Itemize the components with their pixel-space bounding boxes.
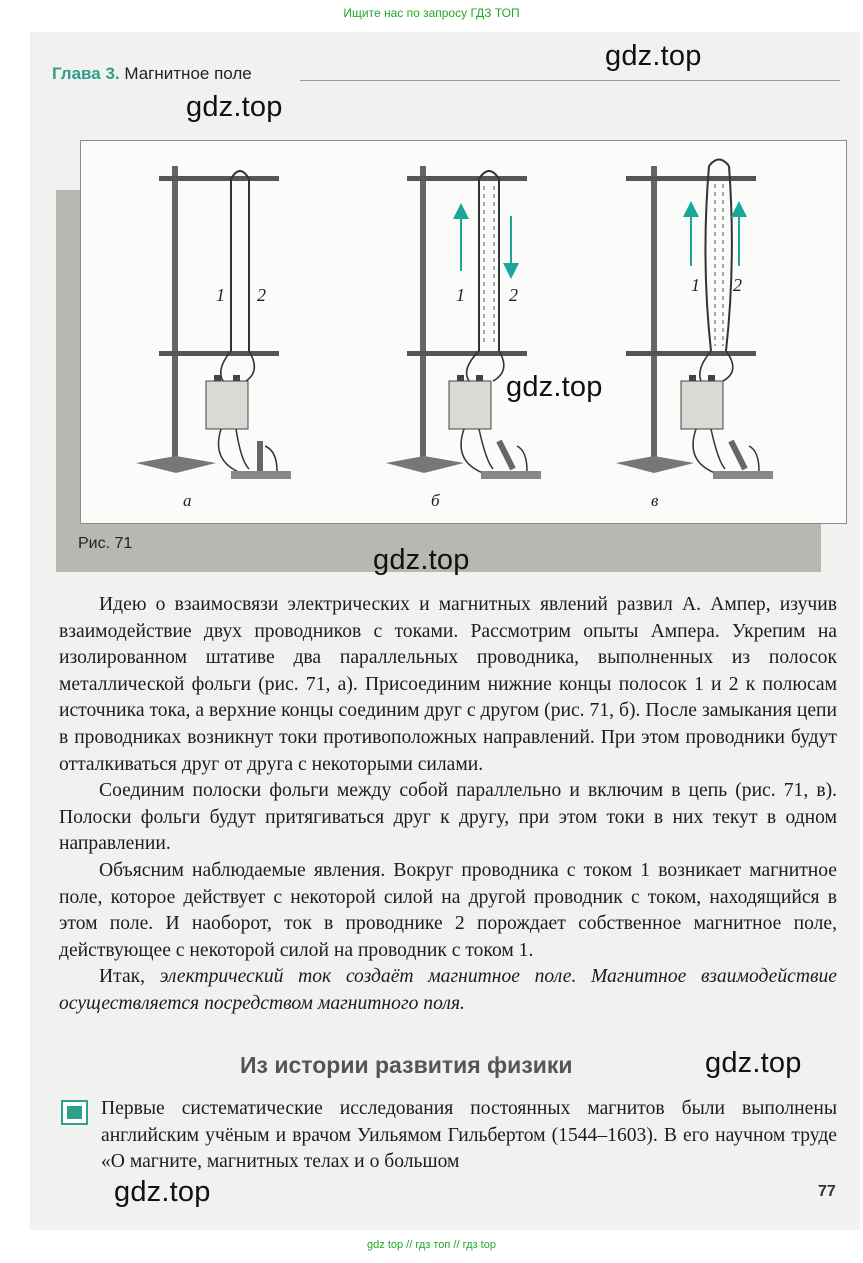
- ampere-experiment-illustration: [81, 141, 846, 523]
- page-number: 77: [818, 1183, 836, 1200]
- watermark: gdz.top: [506, 371, 603, 403]
- panel-c: [616, 160, 773, 511]
- panel-letter: б: [431, 491, 440, 510]
- conductor-label-1: 1: [691, 275, 700, 295]
- paragraph-3: Объясним наблюдаемые явления. Вокруг проводника с током 1 возникает магнитное поле, которое действует с некоторой силой на другой проводник с током, находящийся в этом поле. И наоборот, ток в проводнике 2 порождает собственное магнитное поле, действующее с некоторой силой на проводник с током 1.: [59, 859, 837, 961]
- bottom-links[interactable]: gdz top // гдз топ // гдз top: [367, 1239, 496, 1251]
- conductor-label-2: 2: [509, 285, 518, 305]
- paragraph-4-prefix: Итак,: [99, 966, 160, 988]
- watermark: gdz.top: [186, 91, 283, 123]
- figure-71: [80, 140, 847, 524]
- chapter-title: Магнитное поле: [124, 64, 252, 83]
- conductor-label-2: 2: [733, 275, 742, 295]
- header-rule: [300, 80, 840, 81]
- panel-letter: в: [651, 491, 659, 510]
- watermark: gdz.top: [114, 1176, 211, 1208]
- main-text: [59, 592, 837, 1018]
- watermark: gdz.top: [373, 544, 470, 576]
- panel-letter: а: [183, 491, 192, 510]
- paragraph-4-emphasis: электрический ток создаёт магнитное поле. Магнитное взаимодействие осуществляется посредством магнитного поля.: [59, 966, 838, 1014]
- history-paragraph: Первые систематические исследования постоянных магнитов были выполнены английским учёным и врачом Уильямом Гильбертом (1544–1603). В его научном труде «О магните, магнитных телах и о большом: [101, 1098, 837, 1173]
- figure-caption: Рис. 71: [78, 535, 133, 552]
- conductor-label-1: 1: [456, 285, 465, 305]
- history-text-block: [101, 1096, 837, 1176]
- paragraph-2: Соединим полоски фольги между собой параллельно и включим в цепь (рис. 71, в). Полоски фольги будут притягиваться друг к другу, при этом токи в них текут в одном направлении.: [59, 780, 837, 855]
- chapter-label: Глава 3.: [52, 64, 120, 83]
- panel-a: [136, 166, 291, 510]
- top-search-hint[interactable]: Ищите нас по запросу ГДЗ ТОП: [343, 6, 520, 20]
- paragraph-4: [59, 964, 837, 1017]
- watermark: gdz.top: [605, 40, 702, 72]
- watermark: gdz.top: [705, 1047, 802, 1079]
- history-section-title: Из истории развития физики: [240, 1052, 573, 1078]
- panel-b: [386, 166, 541, 510]
- history-marker-icon: [61, 1100, 88, 1125]
- chapter-header: [52, 64, 252, 84]
- conductor-label-2: 2: [257, 285, 266, 305]
- conductor-label-1: 1: [216, 285, 225, 305]
- paragraph-1: Идею о взаимосвязи электрических и магнитных явлений развил А. Ампер, изучив взаимодействие двух проводников с токами. Рассмотрим опыты Ампера. Укрепим на изолированном штативе два параллельных проводника, выполненных из полосок металлической фольги (рис. 71, а). Присоединим нижние концы полосок 1 и 2 к полюсам источника тока, а верхние концы соединим друг с другом (рис. 71, б). После замыкания цепи в проводниках возникнут токи противоположных направлений. При этом проводники будут отталкиваться друг от друга с некоторыми силами.: [59, 594, 837, 775]
